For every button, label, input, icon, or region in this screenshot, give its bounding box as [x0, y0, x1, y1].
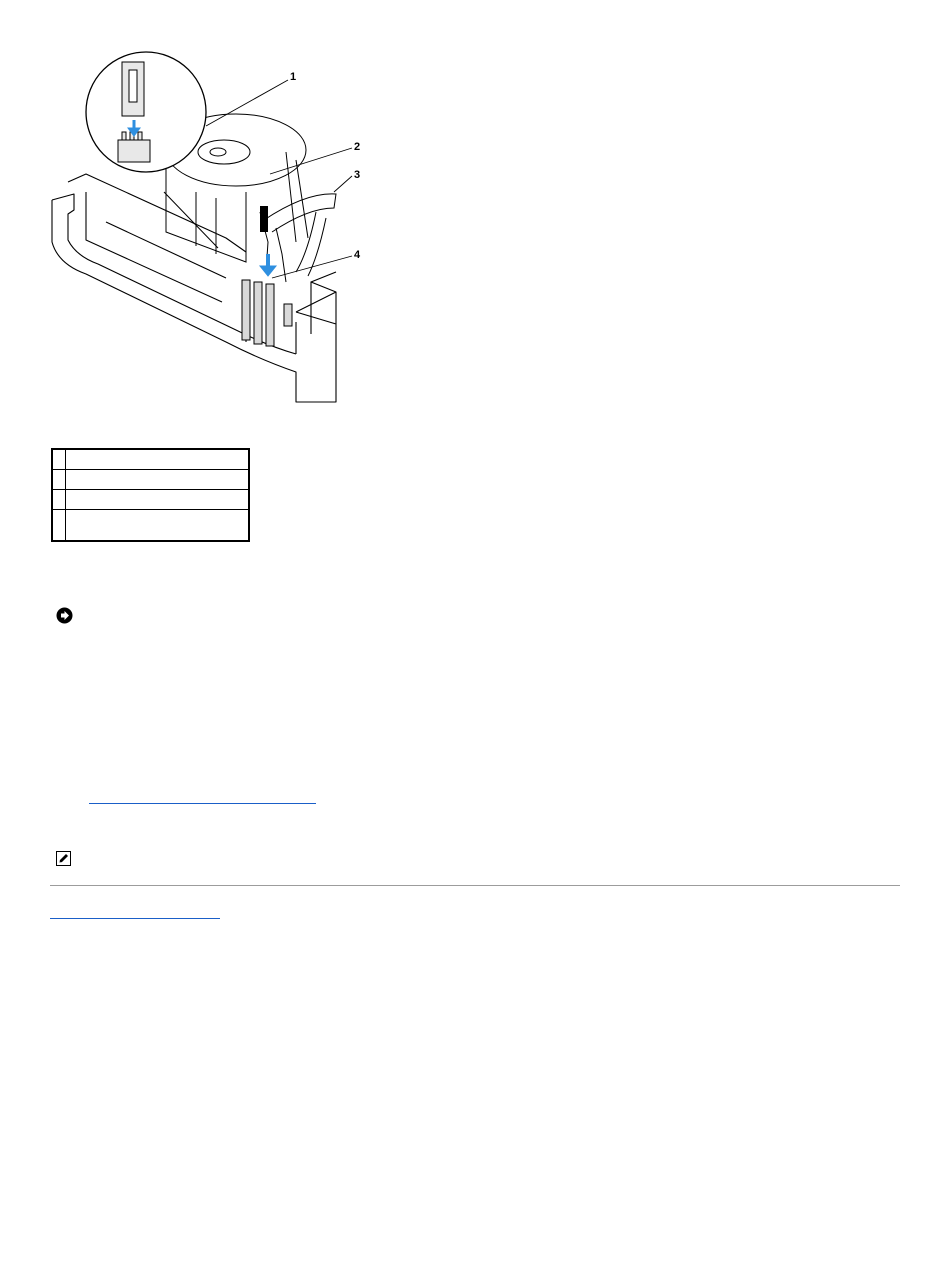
section-divider — [50, 885, 900, 886]
legend-label-cell — [66, 510, 250, 542]
notice-icon — [56, 607, 73, 624]
legend-number-cell — [52, 470, 66, 490]
back-to-contents-link[interactable] — [50, 918, 220, 919]
callout-legend-table — [51, 448, 250, 542]
table-row — [52, 449, 249, 470]
legend-number-cell — [52, 510, 66, 542]
table-row — [52, 470, 249, 490]
installation-illustration — [46, 42, 366, 407]
table-row — [52, 510, 249, 542]
table-row — [52, 490, 249, 510]
legend-label-cell — [66, 470, 250, 490]
callout-1: 1 — [290, 71, 297, 83]
legend-label-cell — [66, 449, 250, 470]
legend-number-cell — [52, 449, 66, 470]
reference-link[interactable] — [89, 803, 316, 804]
note-icon — [56, 851, 71, 866]
legend-number-cell — [52, 490, 66, 510]
legend-label-cell — [66, 490, 250, 510]
callout-4: 4 — [354, 249, 361, 261]
callout-3: 3 — [354, 169, 361, 181]
callout-2: 2 — [354, 141, 361, 153]
